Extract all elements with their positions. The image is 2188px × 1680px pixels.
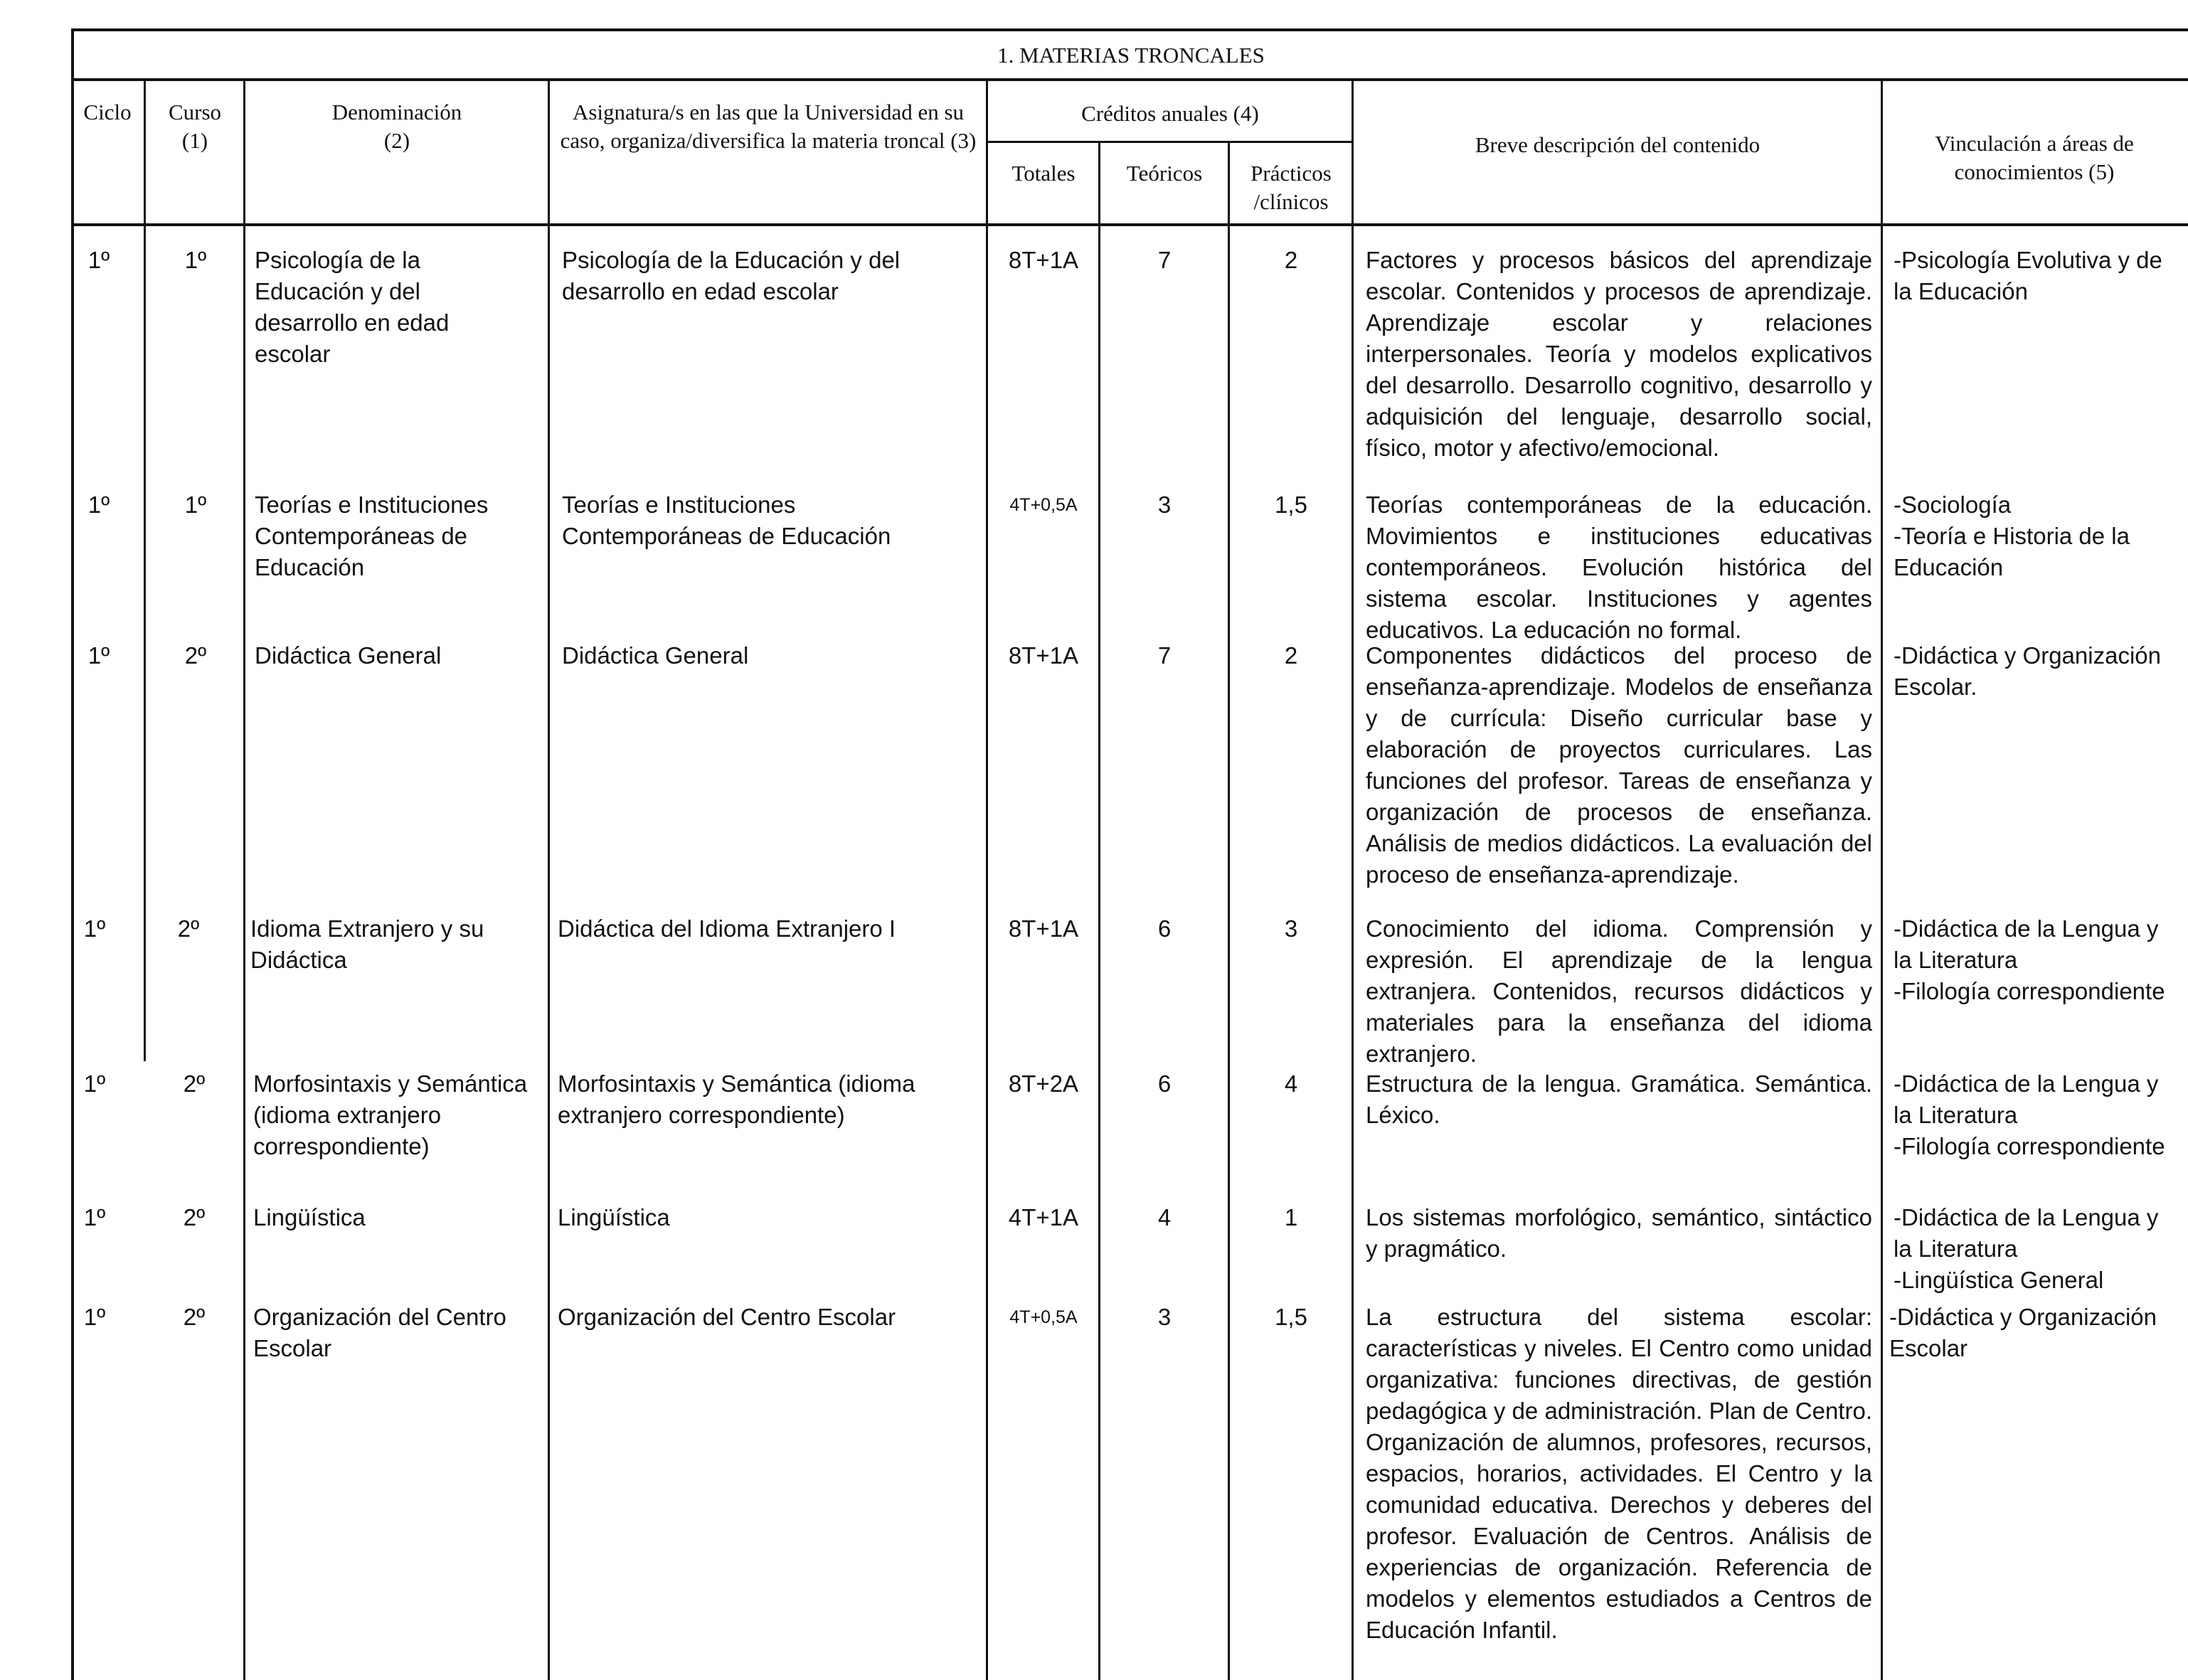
credits-subheader-border	[987, 141, 1353, 143]
row4-practicos: 3	[1284, 915, 1298, 942]
row1-descripcion: Factores y procesos básicos del aprendizaje escolar. Contenidos y procesos de aprendizaje. Aprendizaje escolar y relaciones interpersonales. Teoría y modelos explicativos del desarrollo. Desarrollo cognitivo, desarrollo y adquisición del lenguaje, desarrollo social, físico, motor y afectivo/emocional.	[1366, 247, 1872, 461]
row7-practicos: 1,5	[1275, 1304, 1307, 1330]
col-border-totales	[1098, 141, 1100, 1680]
header-creditos: Créditos anuales (4)	[1081, 101, 1259, 126]
row6-asignatura: Lingüística	[558, 1204, 670, 1230]
row3-curso: 2º	[184, 642, 207, 669]
row5-asignatura: Morfosintaxis y Semántica (idioma extranjero correspondiente)	[558, 1070, 915, 1128]
col-border-ciclo	[144, 80, 146, 1061]
table-left-border	[71, 28, 74, 1680]
row6-vinculacion: -Didáctica de la Lengua y la Literatura -Lingüística General	[1894, 1204, 2159, 1293]
row6-totales: 4T+1A	[1008, 1204, 1079, 1230]
row2-curso: 1º	[184, 491, 207, 518]
row5-vinculacion: -Didáctica de la Lengua y la Literatura -Filología correspondiente	[1894, 1070, 2165, 1159]
row6-teoricos: 4	[1157, 1204, 1172, 1230]
header-teoricos: Teóricos	[1126, 161, 1203, 186]
row7-asignatura: Organización del Centro Escolar	[558, 1304, 896, 1330]
row4-totales: 8T+1A	[1008, 915, 1079, 942]
col-border-teoricos	[1228, 141, 1230, 1680]
row2-ciclo: 1º	[87, 491, 110, 518]
row5-descripcion: Estructura de la lengua. Gramática. Semántica. Léxico.	[1366, 1070, 1872, 1128]
row5-totales: 8T+2A	[1008, 1070, 1079, 1097]
header-denominacion: Denominación (2)	[331, 100, 462, 153]
row3-teoricos: 7	[1157, 642, 1172, 669]
row3-ciclo: 1º	[87, 642, 110, 669]
row1-totales: 8T+1A	[1008, 247, 1079, 273]
row7-teoricos: 3	[1157, 1304, 1172, 1330]
row2-asignatura: Teorías e Instituciones Contemporáneas de Educación	[562, 491, 891, 549]
row2-denominacion: Teorías e Instituciones Contemporáneas de Educación	[255, 491, 489, 580]
row3-totales: 8T+1A	[1008, 642, 1079, 669]
header-totales: Totales	[1011, 161, 1076, 186]
row1-vinculacion: -Psicología Evolutiva y de la Educación	[1894, 247, 2162, 304]
row1-ciclo: 1º	[87, 247, 110, 273]
row4-ciclo: 1º	[83, 915, 106, 942]
row7-descripcion: La estructura del sistema escolar: características y niveles. El Centro como unidad organizativa: funciones directivas, de gestión pedagógica y de administración. Plan de Centro. Organización de alumnos, profesores, recursos, espacios, horarios, actividades. El Centro y la comunidad educativa. Derechos y deberes del profesor. Evaluación de Centros. Análisis de experiencias de organización. Referencia de modelos y elementos estudiados a Centros de Educación Infantil.	[1366, 1304, 1872, 1643]
row3-vinculacion: -Didáctica y Organización Escolar.	[1894, 642, 2161, 700]
row6-descripcion: Los sistemas morfológico, semántico, sintáctico y pragmático.	[1366, 1204, 1872, 1262]
row4-curso: 2º	[177, 915, 200, 942]
row2-teoricos: 3	[1157, 491, 1172, 518]
row2-vinculacion: -Sociología -Teoría e Historia de la Educación	[1894, 491, 2130, 580]
row4-denominacion: Idioma Extranjero y su Didáctica	[250, 915, 484, 973]
col-border-practicos	[1351, 80, 1354, 1680]
row5-teoricos: 6	[1157, 1070, 1172, 1097]
header-ciclo: Ciclo	[83, 100, 132, 124]
row6-denominacion: Lingüística	[253, 1204, 366, 1230]
header-asignatura: Asignatura/s en las que la Universidad en su caso, organiza/diversifica la materia troncal (3)	[560, 100, 977, 153]
row5-denominacion: Morfosintaxis y Semántica (idioma extranjero correspondiente)	[253, 1070, 528, 1159]
col-border-asignatura	[986, 80, 988, 1680]
header-practicos: Prácticos /clínicos	[1250, 161, 1332, 214]
row3-descripcion: Componentes didácticos del proceso de enseñanza-aprendizaje. Modelos de enseñanza y de currícula: Diseño curricular base y elaboración de proyectos curriculares. Las funciones del profesor. Tareas de enseñanza y organización de procesos de enseñanza. Análisis de medios didácticos. La evaluación del proceso de enseñanza-aprendizaje.	[1366, 642, 1872, 888]
row5-ciclo: 1º	[83, 1070, 106, 1097]
header-descripcion: Breve descripción del contenido	[1475, 132, 1761, 157]
row6-ciclo: 1º	[83, 1204, 106, 1230]
row1-curso: 1º	[184, 247, 207, 273]
header-bottom-border	[71, 223, 2188, 226]
row7-curso: 2º	[183, 1304, 206, 1330]
section-title: 1. MATERIAS TRONCALES	[997, 43, 1265, 68]
row4-asignatura: Didáctica del Idioma Extranjero I	[558, 915, 896, 942]
col-border-curso	[243, 80, 245, 1680]
row7-denominacion: Organización del Centro Escolar	[253, 1304, 506, 1361]
row4-vinculacion: -Didáctica de la Lengua y la Literatura -Filología correspondiente	[1894, 915, 2165, 1004]
row3-asignatura: Didáctica General	[562, 642, 749, 669]
row7-totales: 4T+0,5A	[1009, 1307, 1078, 1327]
header-curso: Curso (1)	[168, 100, 222, 153]
row3-denominacion: Didáctica General	[255, 642, 442, 669]
row1-teoricos: 7	[1157, 247, 1172, 273]
row1-practicos: 2	[1284, 247, 1298, 273]
row2-totales: 4T+0,5A	[1009, 495, 1078, 515]
row5-curso: 2º	[183, 1070, 206, 1097]
row1-denominacion: Psicología de la Educación y del desarrollo en edad escolar	[255, 247, 450, 367]
header-vinculacion: Vinculación a áreas de conocimientos (5)	[1935, 131, 2134, 184]
col-border-descripcion	[1881, 80, 1883, 1680]
row4-teoricos: 6	[1157, 915, 1172, 942]
row2-descripcion: Teorías contemporáneas de la educación. Movimientos e instituciones educativas contemporáneos. Evolución histórica del sistema escolar. Instituciones y agentes educativos. La educación no formal.	[1366, 491, 1872, 643]
row7-vinculacion: -Didáctica y Organización Escolar	[1889, 1304, 2157, 1361]
row3-practicos: 2	[1284, 642, 1298, 669]
row4-descripcion: Conocimiento del idioma. Comprensión y expresión. El aprendizaje de la lengua extranjera. Contenidos, recursos didácticos y materiales para la enseñanza del idioma extranjero.	[1366, 915, 1872, 1067]
row1-asignatura: Psicología de la Educación y del desarrollo en edad escolar	[562, 247, 901, 304]
row2-practicos: 1,5	[1275, 491, 1307, 518]
row5-practicos: 4	[1284, 1070, 1298, 1097]
table-top-border	[71, 28, 2188, 31]
title-bottom-border	[71, 78, 2188, 81]
row6-practicos: 1	[1284, 1204, 1298, 1230]
row7-ciclo: 1º	[83, 1304, 106, 1330]
row6-curso: 2º	[183, 1204, 206, 1230]
col-border-denominacion	[548, 80, 550, 1680]
